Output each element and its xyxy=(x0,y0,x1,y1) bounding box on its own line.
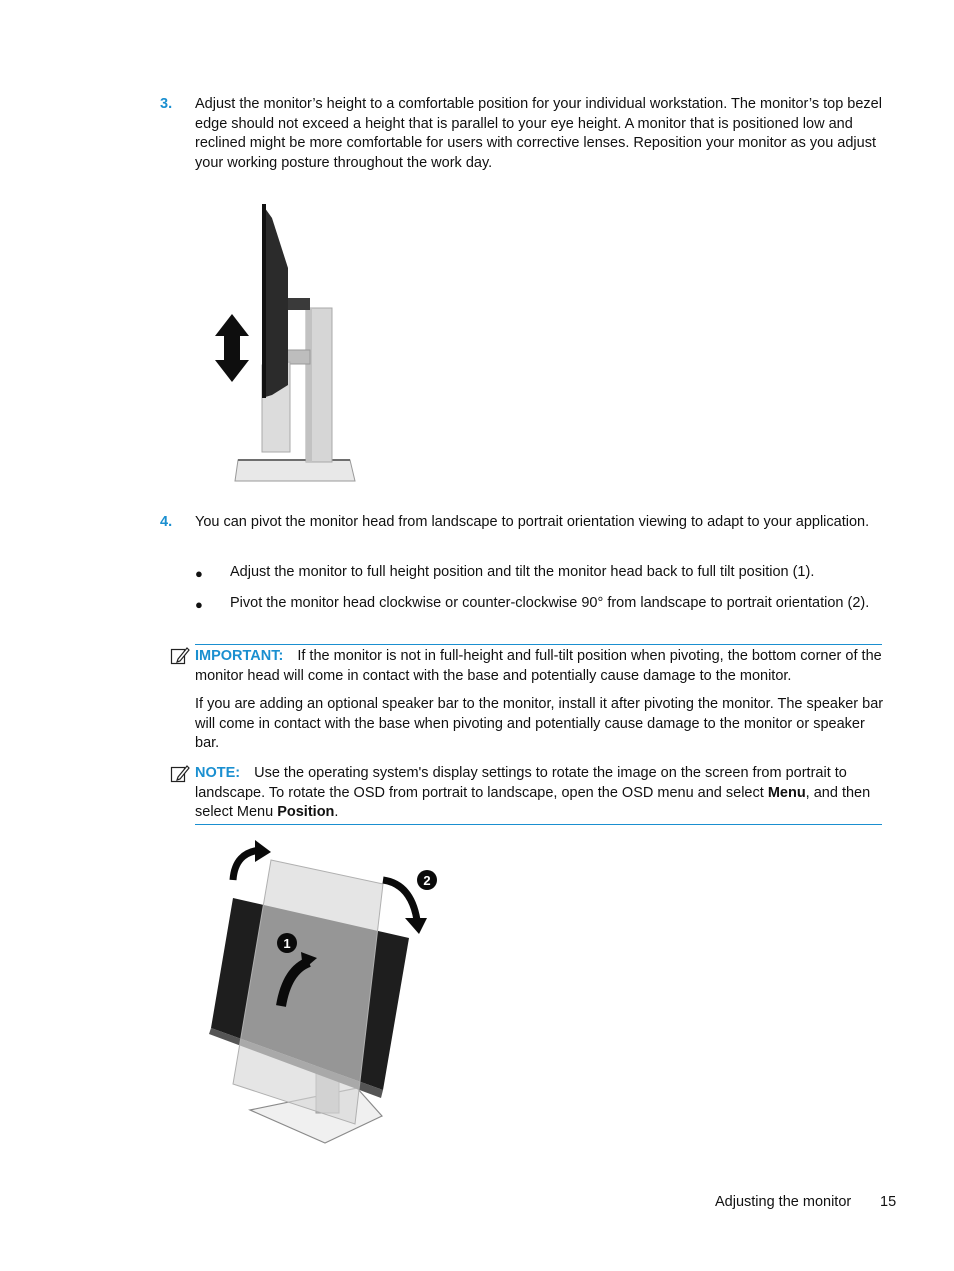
important-paragraph-2: If you are adding an optional speaker bar to the monitor, install it after pivoting the monitor. The speaker bar will come in contact with the base when pivoting and potentially cause damage to the monitor or speaker bar. xyxy=(195,696,884,751)
important-label: IMPORTANT: xyxy=(195,648,284,664)
bullet-2-text: Pivot the monitor head clockwise or counter-clockwise 90° from landscape to portrait orientation (2). xyxy=(230,595,870,611)
note-label: NOTE: xyxy=(195,765,241,781)
bullet-1-text: Adjust the monitor to full height position and tilt the monitor head back to full tilt position (1). xyxy=(230,564,815,580)
step-number-4: 4. xyxy=(160,514,173,530)
callout-2: 2 xyxy=(423,873,431,888)
important-text: If the monitor is not in full-height and full-tilt position when pivoting, the bottom corner of the monitor head will come in contact with the base and potentially cause damage to the monitor. xyxy=(195,648,882,684)
bullet-2-dot: ● xyxy=(195,597,203,612)
pencil-note-icon xyxy=(170,764,190,784)
monitor-pivot-illustration xyxy=(205,838,445,1150)
note-bold-menu: Menu xyxy=(767,784,806,801)
bullet-1-dot: ● xyxy=(195,566,203,581)
note-text-after: . xyxy=(334,804,339,820)
note-bold-position: Position xyxy=(277,804,335,820)
pencil-note-icon xyxy=(170,646,190,666)
footer-section-title: Adjusting the monitor xyxy=(715,1194,852,1210)
important-paragraph xyxy=(195,647,885,686)
note-paragraph xyxy=(195,764,885,823)
monitor-height-illustration xyxy=(200,200,370,490)
step-3-text: Adjust the monitor’s height to a comfortable position for your individual workstation. The monitor’s top bezel edge should not exceed a height that is parallel to your eye height. A monitor that is positioned low and reclined might be more comfortable for users with corrective lenses. Reposition your monitor as you adjust your working posture throughout the work day. xyxy=(195,96,882,171)
step-number-3: 3. xyxy=(160,96,173,112)
important-top-rule xyxy=(195,644,882,645)
note-text-before: Use the operating system's display settings to rotate the image on the screen from portrait to landscape. To rotate the OSD from portrait to landscape, open the OSD menu and select xyxy=(195,765,847,801)
callout-1: 1 xyxy=(283,936,291,951)
note-bottom-rule xyxy=(195,824,882,825)
note-text-mid: , and then select Menu xyxy=(195,784,871,820)
page-number: 15 xyxy=(880,1194,897,1210)
step-4-text: You can pivot the monitor head from landscape to portrait orientation viewing to adapt to your application. xyxy=(195,514,870,530)
